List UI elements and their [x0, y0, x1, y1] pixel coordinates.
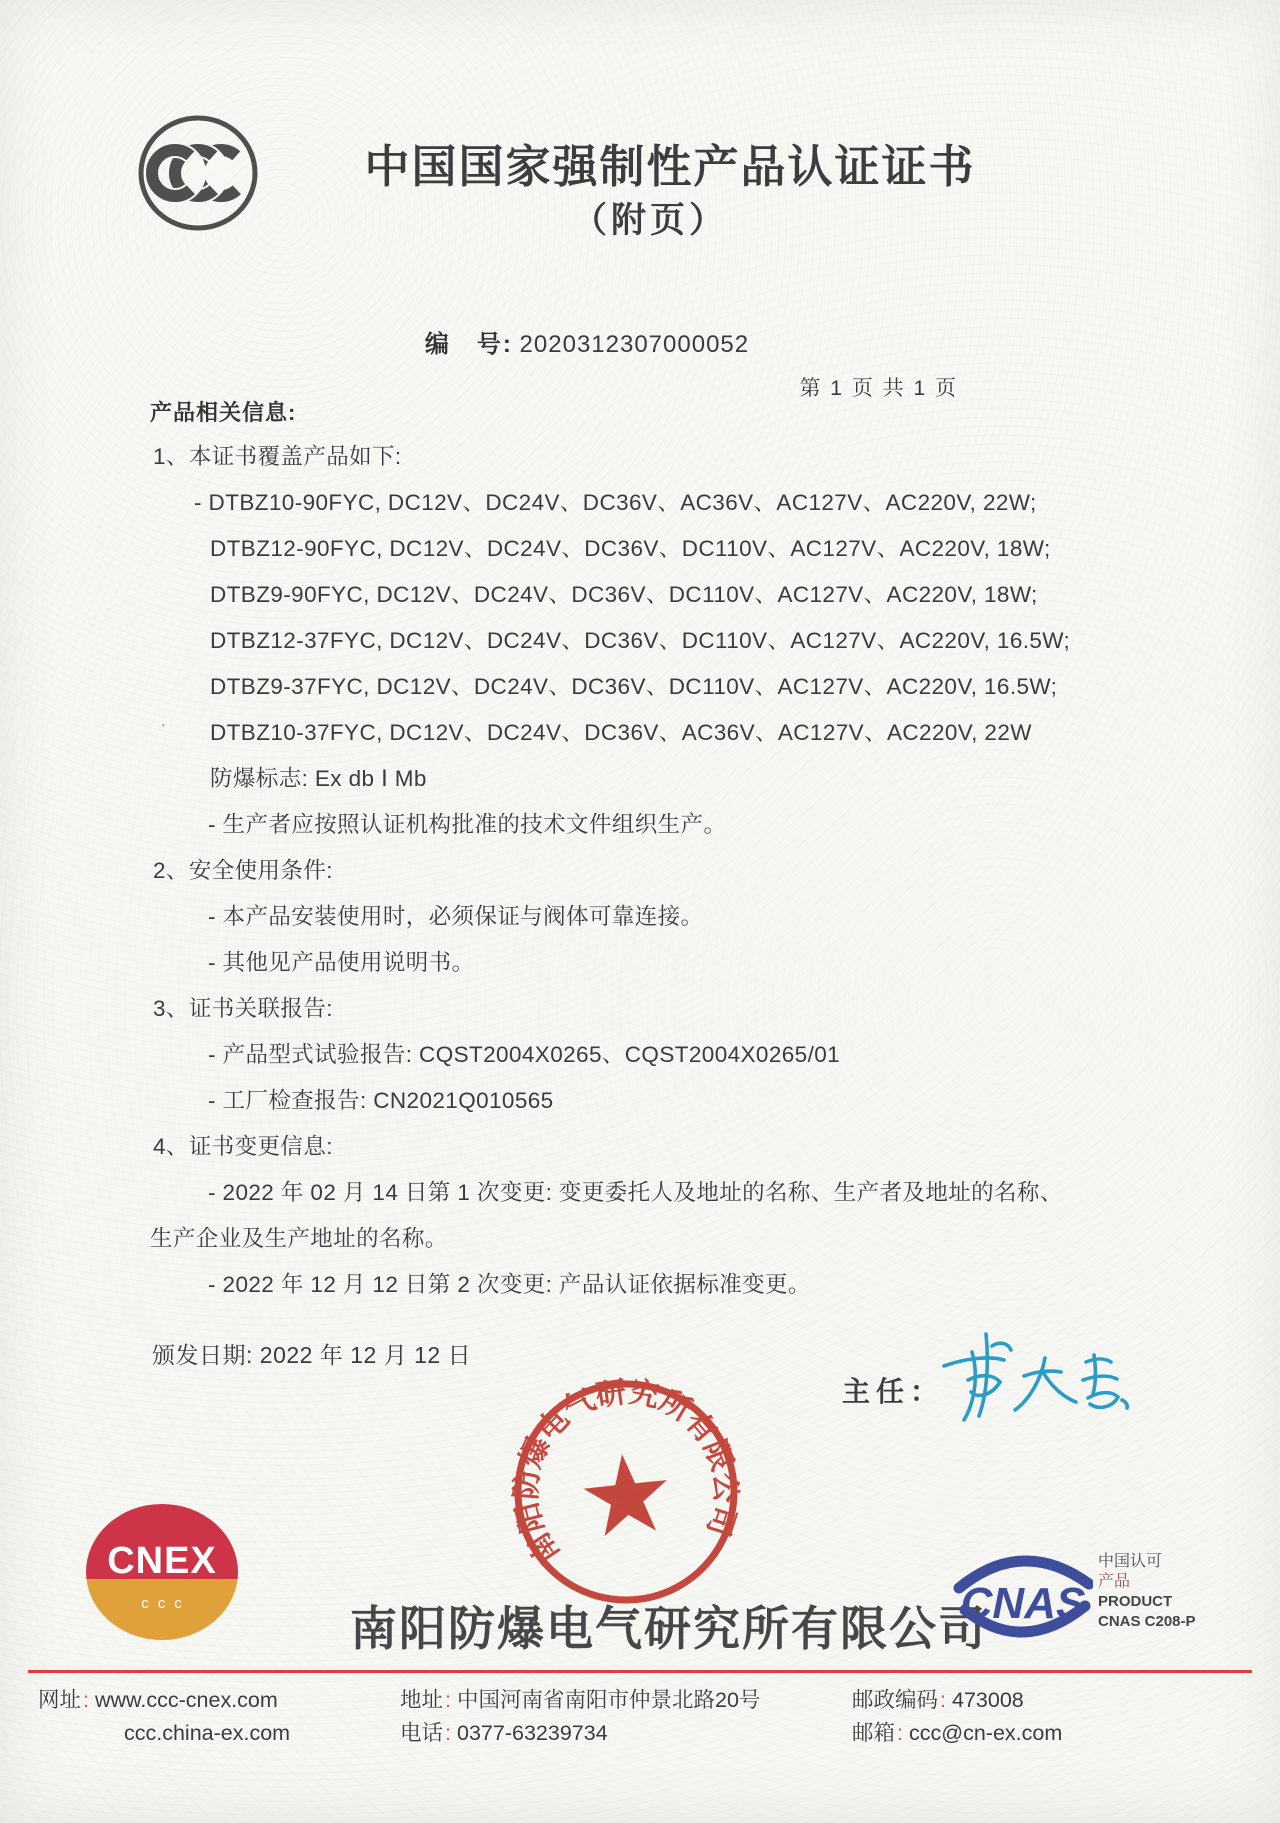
body-line: DTBZ9-37FYC, DC12V、DC24V、DC36V、DC110V、AC127V、AC220V, 16.5W; — [210, 674, 1058, 699]
certificate-number-value: 2020312307000052 — [519, 331, 750, 358]
body-line: - 工厂检查报告: CN2021Q010565 — [208, 1088, 554, 1113]
body-line: 防爆标志: Ex db Ⅰ Mb — [210, 766, 427, 791]
website-url-1: www.ccc-cnex.com — [95, 1688, 278, 1712]
postcode-value: 473008 — [952, 1688, 1024, 1712]
body-line: 4、证书变更信息: — [153, 1134, 333, 1159]
body-line: - 本产品安装使用时，必须保证与阀体可靠连接。 — [208, 904, 704, 929]
phone-value: 0377-63239734 — [457, 1721, 608, 1745]
body-line: - 生产者应按照认证机构批准的技术文件组织生产。 — [208, 812, 727, 837]
body-line: - DTBZ10-90FYC, DC12V、DC24V、DC36V、AC36V、AC127V、AC220V, 22W; — [194, 490, 1037, 515]
cnas-caption-line2: 产品 — [1098, 1573, 1131, 1590]
footer-divider — [28, 1670, 1252, 1673]
page-info: 第 1 页 共 1 页 — [799, 377, 958, 400]
body-line: - 产品型式试验报告: CQST2004X0265、CQST2004X0265/01 — [208, 1042, 841, 1067]
cnas-logo — [953, 1546, 1093, 1648]
company-name: 南阳防爆电气研究所有限公司 — [350, 1602, 987, 1655]
cnex-logo-text: CNEX — [107, 1540, 217, 1582]
body-line: - 2022 年 12 月 12 日第 2 次变更: 产品认证依据标准变更。 — [208, 1272, 811, 1297]
company-stamp — [488, 1354, 765, 1631]
cnas-caption-line3: PRODUCT — [1098, 1593, 1173, 1610]
certificate-subtitle: （附页） — [571, 201, 728, 240]
cnas-caption-line1: 中国认可 — [1098, 1553, 1163, 1570]
body-line: DTBZ12-37FYC, DC12V、DC24V、DC36V、DC110V、AC127V、AC220V, 16.5W; — [210, 628, 1071, 653]
website-url-2: ccc.china-ex.com — [124, 1721, 291, 1745]
stamp-star — [580, 1450, 671, 1538]
body-line: DTBZ9-90FYC, DC12V、DC24V、DC36V、DC110V、AC127V、AC220V, 18W; — [210, 582, 1038, 607]
footer-address-block: 地址: 中国河南省南阳市仲景北路20号 电话: 0377-63239734 — [400, 1688, 761, 1745]
footer-website-block: 网址: www.ccc-cnex.com ccc.china-ex.com — [38, 1684, 290, 1750]
email-value: ccc@cn-ex.com — [909, 1721, 1063, 1745]
cnex-logo-subtext: ccc — [141, 1595, 191, 1612]
body-line: DTBZ10-37FYC, DC12V、DC24V、DC36V、AC36V、AC127V、AC220V, 22W — [210, 720, 1032, 745]
certificate-number-line — [0, 324, 1280, 359]
certificate-number-colon: : — [502, 331, 513, 358]
certificate-body — [150, 434, 1160, 1308]
body-line: 1、本证书覆盖产品如下: — [153, 444, 402, 469]
address-value: 中国河南省南阳市仲景北路20号 — [457, 1688, 761, 1712]
cnas-caption-line4: CNAS C208-P — [1098, 1613, 1196, 1630]
body-line: 2、安全使用条件: — [153, 858, 333, 883]
stray-margin-mark: · — [160, 714, 167, 736]
cnex-logo — [86, 1504, 238, 1640]
certificate-number-label: 编 号 — [424, 331, 503, 358]
certificate-title: 中国国家强制性产品认证证书 — [364, 141, 976, 192]
cnas-logo-text: CNAS — [960, 1579, 1086, 1628]
email-label: 邮箱 — [852, 1721, 896, 1745]
product-info-heading: 产品相关信息: — [150, 400, 297, 425]
body-line: - 其他见产品使用说明书。 — [208, 950, 475, 975]
body-line: 3、证书关联报告: — [153, 996, 333, 1021]
body-line: DTBZ12-90FYC, DC12V、DC24V、DC36V、DC110V、AC127V、AC220V, 18W; — [210, 536, 1051, 561]
body-line: 生产企业及生产地址的名称。 — [150, 1226, 448, 1251]
website-label: 网址 — [38, 1688, 82, 1712]
footer-postal-block: 邮政编码: 473008 邮箱: ccc@cn-ex.com — [852, 1688, 1063, 1745]
cnas-caption — [1098, 1552, 1196, 1632]
body-line: - 2022 年 02 月 14 日第 1 次变更: 变更委托人及地址的名称、生产者及地址的名称、 — [208, 1180, 1063, 1205]
address-label: 地址 — [400, 1688, 444, 1712]
director-signature — [940, 1322, 1150, 1440]
issue-date: 颁发日期: 2022 年 12 月 12 日 — [152, 1342, 472, 1368]
director-label: 主任： — [842, 1376, 945, 1407]
stamp-text: 南阳防爆电气研究所有限公司 — [509, 1375, 742, 1570]
postcode-label: 邮政编码 — [852, 1688, 939, 1712]
phone-label: 电话 — [400, 1721, 444, 1745]
